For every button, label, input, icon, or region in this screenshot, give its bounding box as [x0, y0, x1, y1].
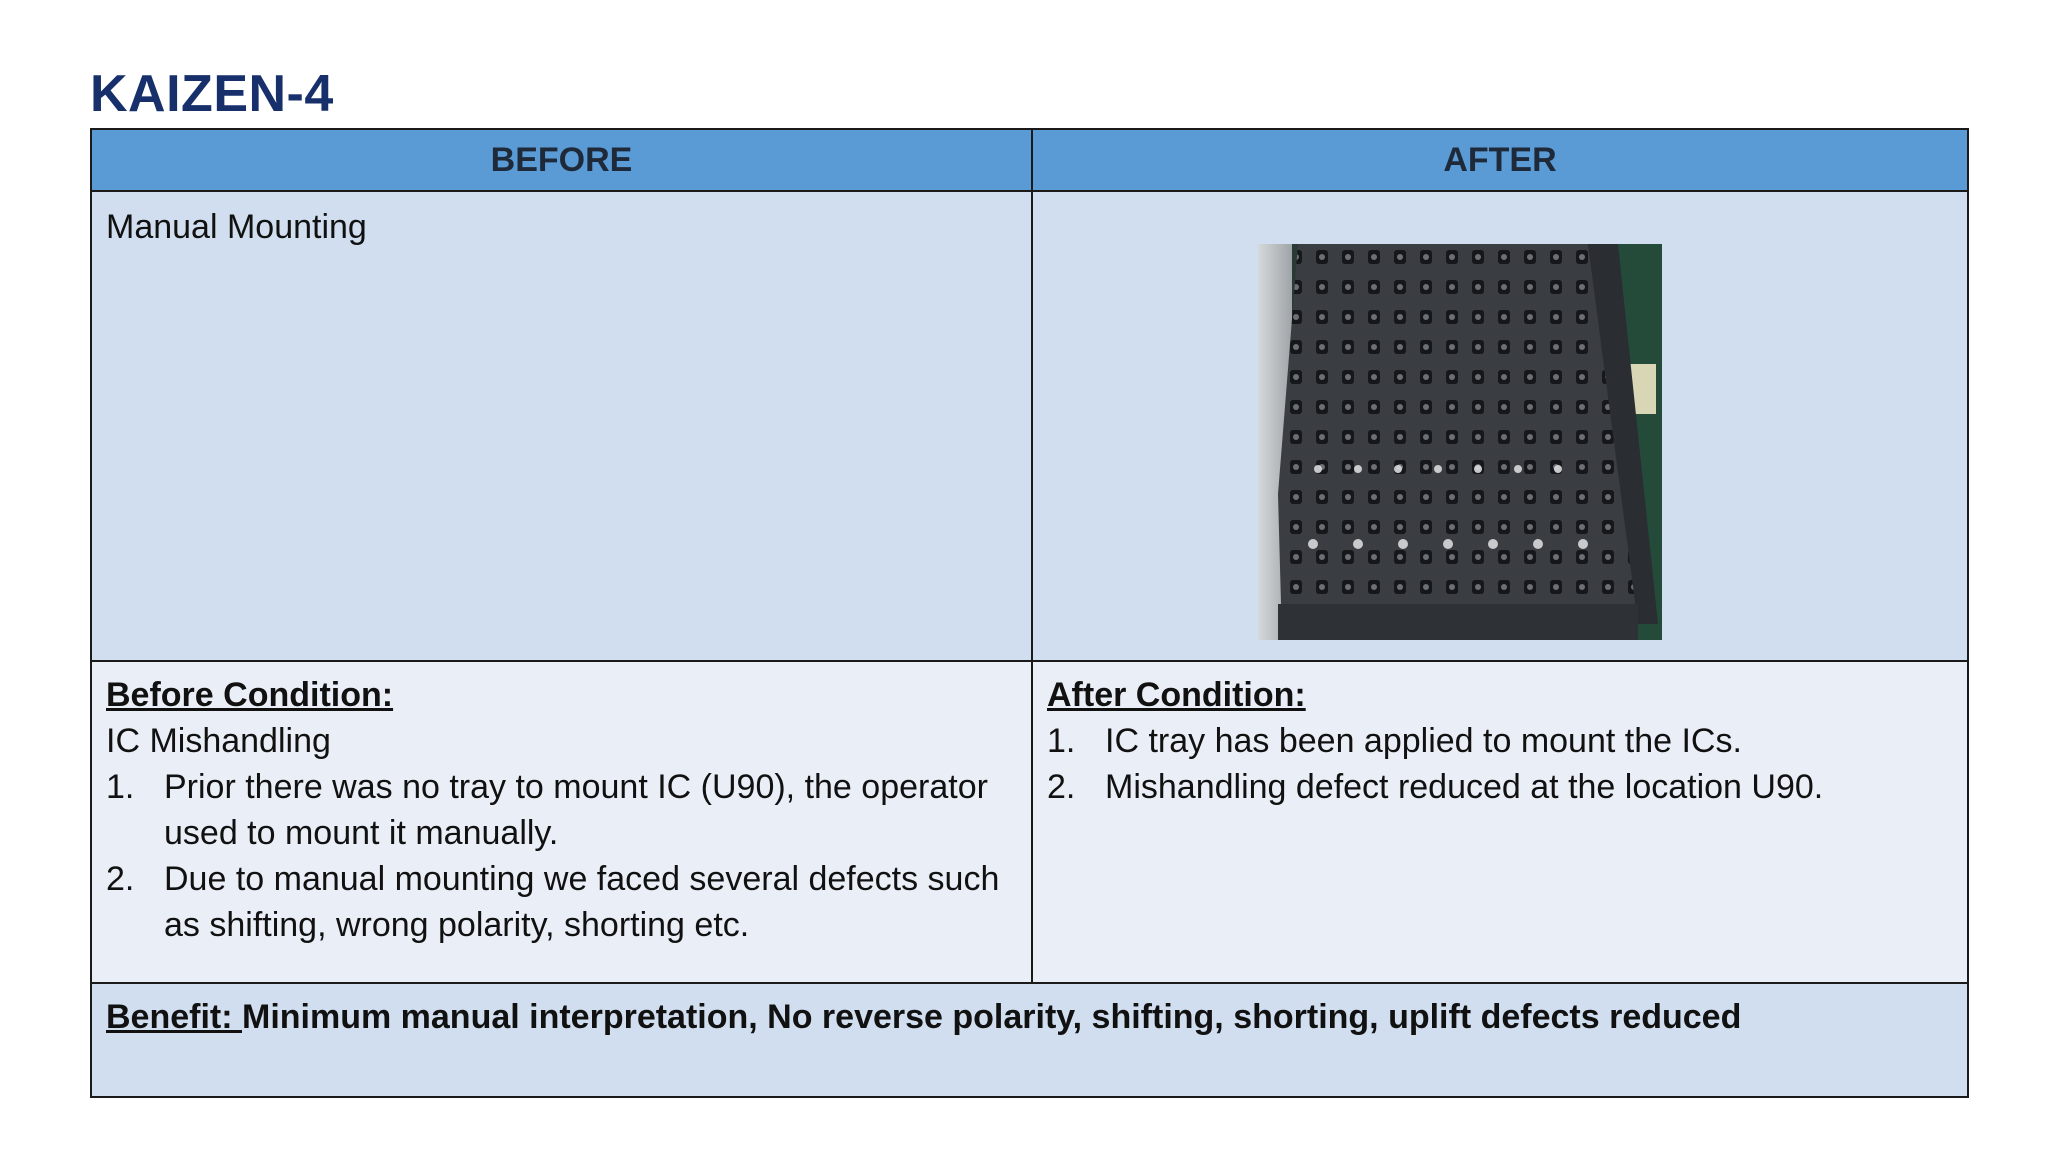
list-item — [1047, 718, 1953, 764]
ic-tray-photo — [1258, 244, 1662, 640]
list-text: Prior there was no tray to mount IC (U90), the operator used to mount it manually. — [164, 768, 988, 852]
after-condition-title: After Condition: — [1047, 676, 1306, 714]
list-number: 2. — [106, 860, 135, 898]
before-picture-cell — [92, 192, 1033, 662]
list-item — [106, 764, 1017, 856]
before-condition-subtitle: IC Mishandling — [106, 722, 331, 760]
benefit-text: Minimum manual interpretation, No reverse polarity, shifting, shorting, uplift defects reduced — [242, 998, 1742, 1036]
after-header: AFTER — [1033, 130, 1967, 192]
after-picture-cell — [1033, 192, 1967, 662]
list-number: 1. — [106, 768, 135, 806]
list-item — [106, 856, 1017, 948]
benefit-cell — [92, 984, 1967, 1096]
before-condition-cell — [92, 662, 1033, 984]
list-text: IC tray has been applied to mount the ICs. — [1105, 722, 1742, 760]
list-text: Mishandling defect reduced at the location U90. — [1105, 768, 1824, 806]
before-condition-title: Before Condition: — [106, 676, 394, 714]
benefit-label: Benefit: — [106, 998, 242, 1036]
list-item — [1047, 764, 1953, 810]
page-title: KAIZEN-4 — [90, 65, 334, 123]
list-number: 2. — [1047, 768, 1076, 806]
before-picture-label: Manual Mounting — [106, 208, 367, 246]
kaizen-table — [90, 128, 1969, 1098]
before-header: BEFORE — [92, 130, 1033, 192]
after-condition-cell — [1033, 662, 1967, 984]
list-text: Due to manual mounting we faced several defects such as shifting, wrong polarity, shorting etc. — [164, 860, 1000, 944]
list-number: 1. — [1047, 722, 1076, 760]
